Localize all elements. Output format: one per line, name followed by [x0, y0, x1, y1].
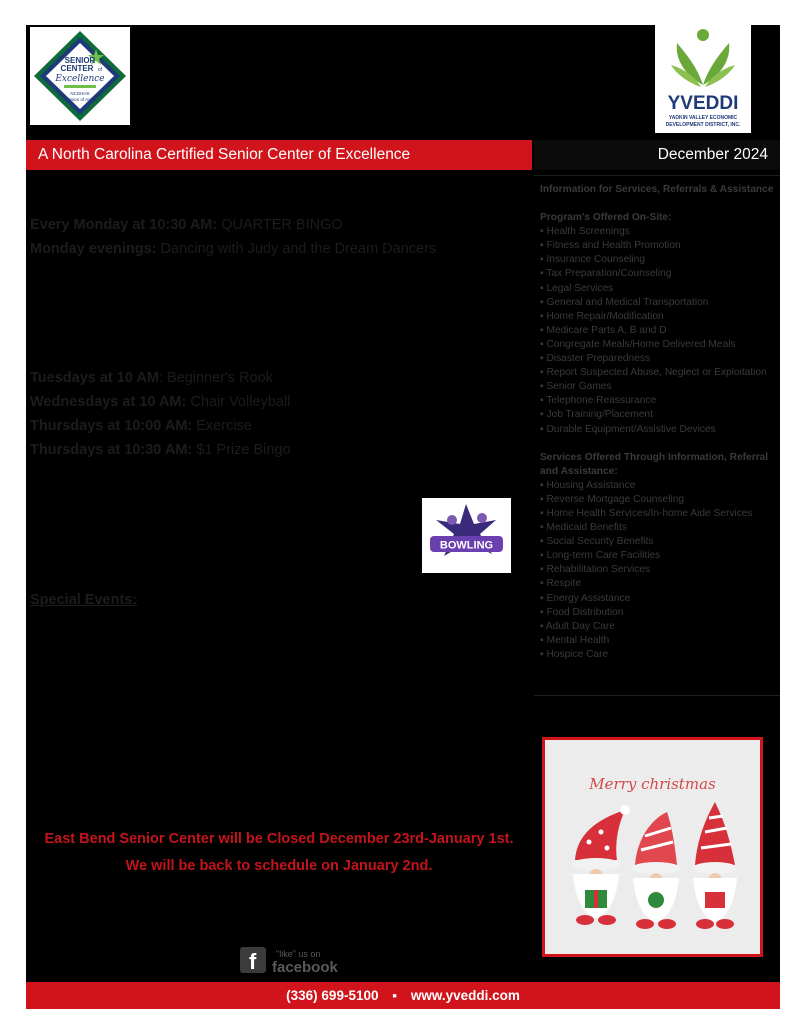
- list-item: ▪ Disaster Preparedness: [540, 352, 776, 366]
- svg-text:Excellence: Excellence: [55, 74, 105, 84]
- svg-text:SENIOR: SENIOR: [64, 56, 96, 65]
- senior-center-badge-icon: [30, 27, 130, 125]
- special-events-heading: Special Events:: [30, 592, 138, 608]
- bowling-icon: [422, 498, 511, 573]
- list-item: ▪ Respite: [540, 577, 776, 591]
- list-item: ▪ Housing Assistance: [540, 479, 776, 493]
- svg-text:CENTER: CENTER: [60, 64, 94, 73]
- schedule-line: [30, 418, 252, 434]
- services-column: [540, 183, 776, 662]
- list-item: ▪ Medicaid Benefits: [540, 521, 776, 535]
- schedule-day: Wednesdays at 10 AM:: [30, 394, 187, 410]
- schedule-day: Monday evenings:: [30, 241, 157, 257]
- yveddi-leaf-icon: [655, 25, 751, 133]
- list-item: ▪ Tax Preparation/Counseling: [540, 267, 776, 281]
- facebook-like-badge[interactable]: [240, 943, 344, 979]
- schedule-day: Thursdays at 10:00 AM:: [30, 418, 193, 434]
- bowling-image: [422, 498, 511, 573]
- schedule-line: [30, 241, 436, 257]
- facebook-icon: [240, 943, 344, 979]
- footer-website-link[interactable]: www.yveddi.com: [410, 988, 520, 1003]
- svg-text:DEVELOPMENT DISTRICT, INC.: DEVELOPMENT DISTRICT, INC.: [665, 122, 741, 128]
- services-intro: Information for Services, Referrals & Assistance: [540, 184, 774, 195]
- list-item: ▪ Mental Health: [540, 634, 776, 648]
- schedule-activity: : Beginner's Rook: [158, 370, 273, 386]
- list-item: ▪ General and Medical Transportation: [540, 296, 776, 310]
- list-item: ▪ Long-term Care Facilities: [540, 549, 776, 563]
- gnomes-icon: [545, 740, 760, 954]
- schedule-line: [30, 217, 343, 233]
- list-item: ▪ Legal Services: [540, 282, 776, 296]
- yveddi-logo: [655, 25, 751, 133]
- svg-text:f: f: [249, 949, 257, 974]
- schedule-activity: $1 Prize Bingo: [192, 442, 291, 458]
- right-column-divider-bottom: [534, 695, 780, 696]
- svg-text:"like" us on: "like" us on: [276, 949, 321, 959]
- svg-text:NCDHHS: NCDHHS: [70, 91, 90, 96]
- list-item: ▪ Job Training/Placement: [540, 408, 776, 422]
- list-item: ▪ Durable Equipment/Assistive Devices: [540, 423, 776, 437]
- list-item: ▪ Senior Games: [540, 380, 776, 394]
- footer-contact-bar: [26, 982, 780, 1009]
- list-item: ▪ Congregate Meals/Home Delivered Meals: [540, 338, 776, 352]
- svg-text:facebook: facebook: [272, 959, 338, 976]
- list-item: ▪ Energy Assistance: [540, 592, 776, 606]
- closure-notice-line2: We will be back to schedule on January 2nd.: [125, 858, 433, 874]
- schedule-day: Every Monday at 10:30 AM:: [30, 217, 218, 233]
- list-item: ▪ Health Screenings: [540, 225, 776, 239]
- senior-center-excellence-logo: [30, 27, 130, 125]
- list-item: ▪ Food Distribution: [540, 606, 776, 620]
- schedule-activity: QUARTER BINGO: [217, 217, 343, 233]
- certification-banner: A North Carolina Certified Senior Center of Excellence: [26, 140, 532, 170]
- referral-services-heading: Services Offered Through Information, Referral and Assistance:: [540, 451, 769, 477]
- footer-separator: ▪: [392, 988, 398, 1003]
- newsletter-page: [26, 25, 780, 1009]
- christmas-greeting: Merry christmas: [589, 775, 716, 793]
- schedule-activity: Dancing with Judy and the Dream Dancers: [156, 241, 437, 257]
- list-item: ▪ Report Suspected Abuse, Neglect or Exploitation: [540, 366, 776, 380]
- list-item: ▪ Home Health Services/In-home Aide Services: [540, 507, 776, 521]
- christmas-card-image: [542, 737, 763, 957]
- schedule-activity: Chair Volleyball: [186, 394, 291, 410]
- svg-text:YADKIN VALLEY ECONOMIC: YADKIN VALLEY ECONOMIC: [668, 115, 738, 121]
- list-item: ▪ Hospice Care: [540, 648, 776, 662]
- schedule-day: Tuesdays at 10 AM: [30, 370, 159, 386]
- list-item: ▪ Medicare Parts A, B and D: [540, 324, 776, 338]
- list-item: ▪ Telephone Reassurance: [540, 394, 776, 408]
- schedule-line: [30, 394, 290, 410]
- schedule-activity: Exercise: [192, 418, 252, 434]
- list-item: ▪ Social Security Benefits: [540, 535, 776, 549]
- list-item: ▪ Rehabilitation Services: [540, 563, 776, 577]
- list-item: ▪ Fitness and Health Promotion: [540, 239, 776, 253]
- schedule-line: [30, 370, 273, 386]
- list-item: ▪ Reverse Mortgage Counseling: [540, 493, 776, 507]
- schedule-line: [30, 442, 291, 458]
- list-item: ▪ Insurance Counseling: [540, 253, 776, 267]
- onsite-programs-heading: Program's Offered On-Site:: [540, 212, 672, 224]
- right-column-divider-top: [534, 175, 780, 176]
- footer-phone[interactable]: (336) 699-5100: [286, 988, 379, 1003]
- svg-text:of: of: [97, 67, 103, 73]
- svg-text:BOWLING: BOWLING: [439, 539, 494, 552]
- svg-text:YVEDDI: YVEDDI: [667, 93, 739, 114]
- svg-text:Division of Aging: Division of Aging: [63, 97, 97, 102]
- onsite-programs-list: [540, 225, 776, 436]
- schedule-day: Thursdays at 10:30 AM:: [30, 442, 193, 458]
- referral-services-list: [540, 479, 776, 662]
- newsletter-date: December 2024: [534, 140, 780, 170]
- closure-notice-line1: East Bend Senior Center will be Closed December 23rd-January 1st.: [44, 831, 514, 847]
- list-item: ▪ Adult Day Care: [540, 620, 776, 634]
- list-item: ▪ Home Repair/Modification: [540, 310, 776, 324]
